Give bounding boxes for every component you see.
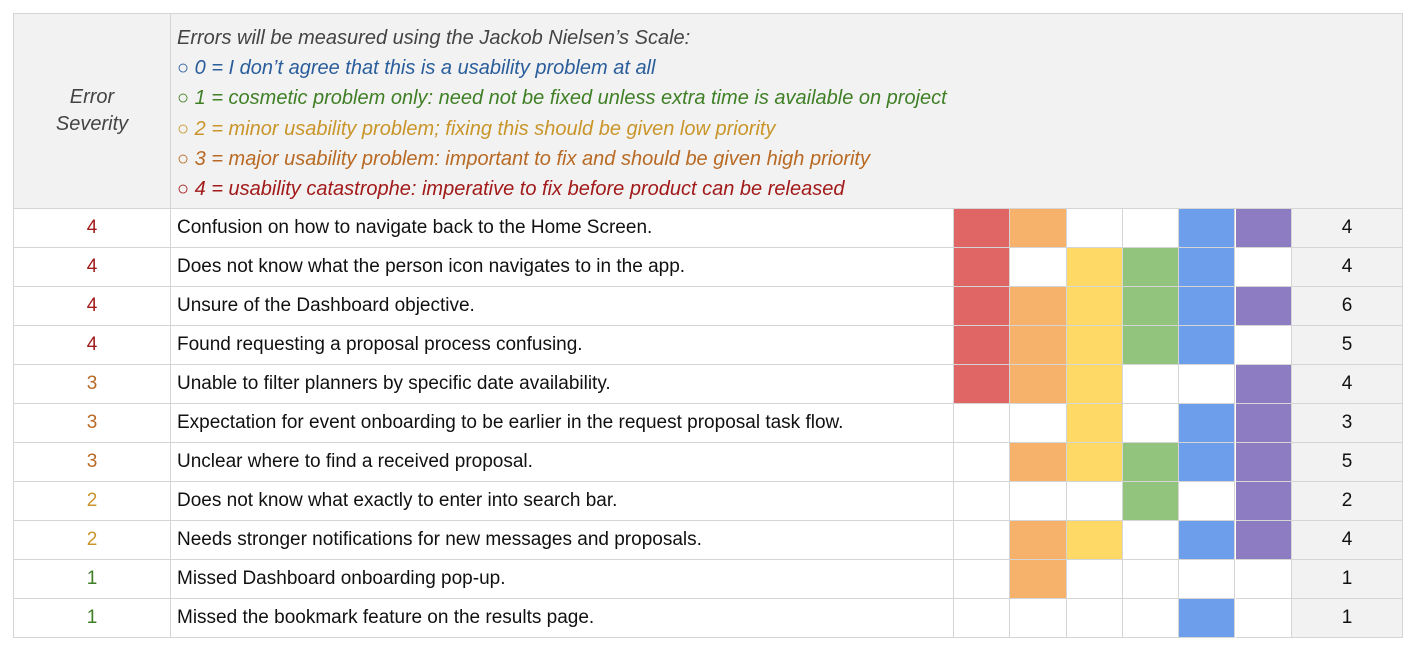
participant-5-mark	[1179, 365, 1235, 404]
issue-cell: Missed the bookmark feature on the results page.	[171, 599, 954, 638]
participant-3-mark	[1067, 443, 1123, 482]
participant-6-mark	[1236, 599, 1292, 638]
participant-3-mark	[1067, 521, 1123, 560]
participant-3-mark	[1067, 287, 1123, 326]
participant-1-mark	[954, 287, 1010, 326]
participant-6-mark	[1236, 521, 1292, 560]
count-cell: 4	[1292, 209, 1403, 248]
severity-cell: 4	[13, 287, 171, 326]
participant-6-mark	[1236, 209, 1292, 248]
issue-cell: Confusion on how to navigate back to the Home Screen.	[171, 209, 954, 248]
count-cell: 4	[1292, 248, 1403, 287]
participant-5-mark	[1179, 599, 1235, 638]
issue-cell: Needs stronger notifications for new messages and proposals.	[171, 521, 954, 560]
participant-3-mark	[1067, 560, 1123, 599]
participant-5-mark	[1179, 326, 1235, 365]
participant-2-mark	[1010, 560, 1066, 599]
participant-6-mark	[1236, 404, 1292, 443]
participant-3-mark	[1067, 365, 1123, 404]
severity-cell: 2	[13, 482, 171, 521]
participant-3-mark	[1067, 248, 1123, 287]
severity-cell: 4	[13, 326, 171, 365]
participant-1-mark	[954, 521, 1010, 560]
participant-4-mark	[1123, 287, 1179, 326]
table-row	[13, 326, 1403, 365]
participant-3-mark	[1067, 209, 1123, 248]
participant-5-mark	[1179, 287, 1235, 326]
participant-5-mark	[1179, 248, 1235, 287]
issue-cell: Unable to filter planners by specific date availability.	[171, 365, 954, 404]
count-cell: 2	[1292, 482, 1403, 521]
count-cell: 4	[1292, 521, 1403, 560]
participant-6-mark	[1236, 365, 1292, 404]
table-row	[13, 287, 1403, 326]
error-severity-label: Error Severity	[55, 86, 129, 135]
participant-5-mark	[1179, 560, 1235, 599]
participant-4-mark	[1123, 365, 1179, 404]
participant-3-mark	[1067, 404, 1123, 443]
participant-2-mark	[1010, 482, 1066, 521]
issue-cell: Unclear where to find a received proposal.	[171, 443, 954, 482]
participant-4-mark	[1123, 599, 1179, 638]
table-row	[13, 365, 1403, 404]
severity-cell: 3	[13, 443, 171, 482]
issue-cell: Expectation for event onboarding to be earlier in the request proposal task flow.	[171, 404, 954, 443]
issue-cell: Found requesting a proposal process confusing.	[171, 326, 954, 365]
participant-2-mark	[1010, 443, 1066, 482]
participant-4-mark	[1123, 248, 1179, 287]
participant-2-mark	[1010, 209, 1066, 248]
severity-cell: 3	[13, 404, 171, 443]
severity-cell: 4	[13, 209, 171, 248]
table-row	[13, 599, 1403, 638]
participant-4-mark	[1123, 482, 1179, 521]
participant-1-mark	[954, 248, 1010, 287]
count-cell: 4	[1292, 365, 1403, 404]
issue-cell: Missed Dashboard onboarding pop-up.	[171, 560, 954, 599]
participant-2-mark	[1010, 365, 1066, 404]
scale-level-0: ○ 0 = I don’t agree that this is a usability problem at all	[177, 57, 656, 80]
scale-title: Errors will be measured using the Jackob Nielsen’s Scale:	[177, 27, 691, 49]
participant-6-mark	[1236, 287, 1292, 326]
count-cell: 3	[1292, 404, 1403, 443]
participant-4-mark	[1123, 326, 1179, 365]
severity-cell: 4	[13, 248, 171, 287]
severity-cell: 2	[13, 521, 171, 560]
participant-1-mark	[954, 326, 1010, 365]
severity-cell: 1	[13, 599, 171, 638]
participant-4-mark	[1123, 521, 1179, 560]
participant-1-mark	[954, 599, 1010, 638]
scale-level-2: ○ 2 = minor usability problem; fixing this should be given low priority	[177, 117, 776, 140]
participant-1-mark	[954, 443, 1010, 482]
participant-2-mark	[1010, 248, 1066, 287]
participant-1-mark	[954, 560, 1010, 599]
participant-2-mark	[1010, 287, 1066, 326]
participant-2-mark	[1010, 599, 1066, 638]
participant-1-mark	[954, 209, 1010, 248]
table-row	[13, 521, 1403, 560]
table-row	[13, 248, 1403, 287]
participant-3-mark	[1067, 482, 1123, 521]
participant-4-mark	[1123, 404, 1179, 443]
table-row	[13, 209, 1403, 248]
table-row	[13, 560, 1403, 599]
scale-level-4: ○ 4 = usability catastrophe: imperative to fix before product can be released	[177, 178, 845, 201]
participant-1-mark	[954, 365, 1010, 404]
issue-cell: Does not know what exactly to enter into search bar.	[171, 482, 954, 521]
participant-1-mark	[954, 404, 1010, 443]
participant-5-mark	[1179, 521, 1235, 560]
table-row	[13, 482, 1403, 521]
participant-5-mark	[1179, 404, 1235, 443]
severity-cell: 1	[13, 560, 171, 599]
count-cell: 1	[1292, 599, 1403, 638]
participant-3-mark	[1067, 599, 1123, 638]
participant-5-mark	[1179, 443, 1235, 482]
participant-5-mark	[1179, 209, 1235, 248]
participant-6-mark	[1236, 560, 1292, 599]
count-cell: 5	[1292, 326, 1403, 365]
scale-level-3: ○ 3 = major usability problem: important to fix and should be given high priority	[177, 147, 870, 170]
count-cell: 5	[1292, 443, 1403, 482]
participant-1-mark	[954, 482, 1010, 521]
table-row	[13, 404, 1403, 443]
scale-level-1: ○ 1 = cosmetic problem only: need not be fixed unless extra time is available on project	[177, 87, 947, 110]
participant-4-mark	[1123, 560, 1179, 599]
issue-cell: Unsure of the Dashboard objective.	[171, 287, 954, 326]
participant-6-mark	[1236, 248, 1292, 287]
participant-5-mark	[1179, 482, 1235, 521]
severity-scale-header	[171, 13, 1403, 209]
participant-2-mark	[1010, 404, 1066, 443]
count-cell: 1	[1292, 560, 1403, 599]
participant-3-mark	[1067, 326, 1123, 365]
participant-6-mark	[1236, 326, 1292, 365]
participant-6-mark	[1236, 443, 1292, 482]
count-cell: 6	[1292, 287, 1403, 326]
severity-cell: 3	[13, 365, 171, 404]
issue-cell: Does not know what the person icon navigates to in the app.	[171, 248, 954, 287]
error-severity-header	[13, 13, 171, 209]
participant-4-mark	[1123, 209, 1179, 248]
scale-legend	[177, 53, 1396, 204]
participant-2-mark	[1010, 521, 1066, 560]
header-row	[13, 13, 1403, 209]
participant-2-mark	[1010, 326, 1066, 365]
table-row	[13, 443, 1403, 482]
participant-6-mark	[1236, 482, 1292, 521]
participant-4-mark	[1123, 443, 1179, 482]
